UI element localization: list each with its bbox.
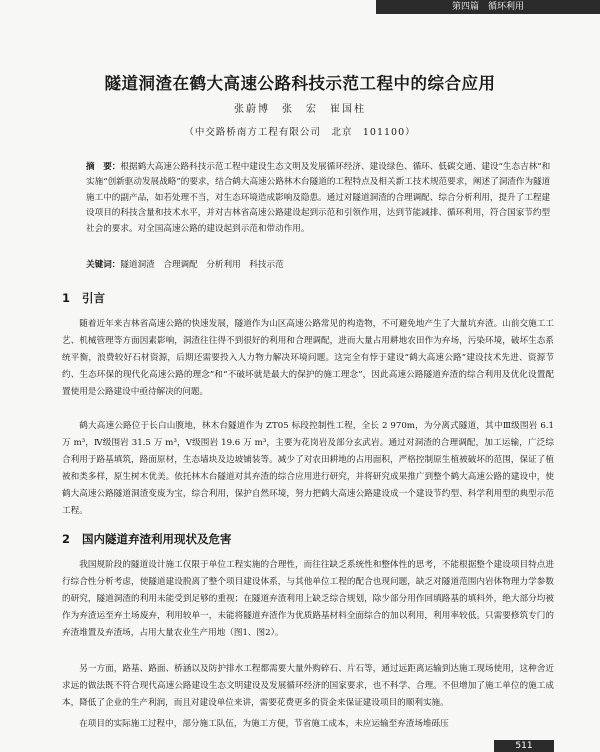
paragraph: 鹤大高速公路位于长白山腹地，林木台隧道作为 ZT05 标段控制性工程，全长 2 970m，为分离式隧道，其中Ⅲ级围岩 6.1 万 m³，Ⅳ级围岩 31.5 万 m³，Ⅴ级围岩 19.6 万 m³，主要为花岗岩及部分玄武岩。通过对洞渣的合理调配，加工运输，广泛综合利用于路基填筑，路面原材，生态墙块及边坡铺装等。减少了对农田耕地的占用面积，严格控制原生植被破坏的范围，保证了植被和类多样，原生树木优美。依托林木台隧道对其弃渣的综合应用进行研究，并将研究成果推广到整个鹤大高速公路的建设中，使鹤大高速公路隧道洞渣变废为宝，综合利用，保护自然环境，努力把鹤大高速公路建设成一个建设节约型、科学利用型的典型示范工程。: [62, 421, 554, 516]
paragraph: 另一方面，路基、路面、桥涵以及防护排水工程都需要大量外购碎石、片石等，通过远距离运输到达施工现场使用，这种舍近求远的做法既不符合现代高速公路建设生态文明建设及发展循环经济的国家要求，也不科学、合理。不但增加了施工单位的施工成本，降低了企业的生产利润，而且对建设单位来讲，需要花费更多的资金来保证建设项目的顺利实施。: [62, 664, 554, 708]
paragraph: 在项目的实际施工过程中，部分施工队伍，为施工方便，节省施工成本，未应运输至弃渣场堆砾压: [79, 719, 449, 729]
article-affiliation: （中交路桥南方工程有限公司 北京 101100）: [184, 127, 416, 138]
abstract: [86, 160, 554, 237]
running-header: [0, 0, 600, 14]
section-number: 2: [62, 532, 71, 546]
page-number: 511: [494, 740, 554, 752]
article-authors: 张蔚博 张 宏 崔国柱: [234, 104, 366, 115]
keywords-text: 隧道洞渣 合理调配 分析利用 科技示范: [120, 260, 284, 270]
keywords: [86, 258, 554, 272]
section-title: 引言: [82, 291, 106, 305]
paragraph: 随着近年来吉林省高速公路的快速发展，隧道作为山区高速公路常见的构造物，不可避免地产生了大量坑弃渣。山前交施工工艺、机械管理等方面因素影响，洞渣往往得不到很好的利用和合理调配，进而大量占用耕地农田作为弃场，污染环境，破坏生态系统平衡，浪费较好石材资源，后期还需要投入人力物力解决环境问题。这完全有悖于建设“鹤大高速公路”建设技术先进、资源节约、生态环保的现代化高速公路的理念”和“不破坏就是最大的保护的施工理念”，因此高速公路隧道弃渣的综合利用及优化设置配置使用是公路建设中亟待解决的问题。: [62, 319, 554, 397]
abstract-label: 摘 要：: [86, 162, 121, 172]
article-title: 隧道洞渣在鹤大高速公路科技示范工程中的综合应用: [104, 74, 496, 93]
section-tab: 第四篇 循环利用: [376, 0, 600, 14]
section-title: 国内隧道弃渣利用现状及危害: [82, 532, 232, 546]
section-heading-2: [62, 531, 232, 547]
section-number: 1: [62, 291, 71, 305]
section-heading-1: [62, 290, 105, 306]
keywords-label: 关键词：: [86, 260, 121, 270]
paragraph: 我国规阶段的隧道设计施工仅限于单位工程实施的合理性，而往往缺乏系统性和整体性的思考，不能根据整个建设项目特点进行综合性分析考虑，使隧道建设脱离了整个项目建设体系，与其他单位工程的配合也现问题，缺乏对隧道范围内岩体物理力学参数的研究，隧道洞渣的利用未能受到足够的重视；在隧道弃渣利用上缺乏综合规划，除少部分用作回填路基的填料外，绝大部分均被作为弃渣运至弃土场废弃，利用较单一，未能将隧道弃渣作为优质路基材料全面综合的加以利用，利用率较低。只需要修筑专门的弃渣堆置及弃渣场，占用大量农业生产用地（图1、图2）。: [62, 560, 554, 638]
abstract-text: 根据鹤大高速公路科技示范工程中建设生态文明及发展循环经济、建设绿色、循环、低碳交通、建设“生态吉林”和实施“创新驱动发展战略”的要求，结合鹤大高速公路林木台隧道的工程特点及相关新工技术规范要求，阐述了洞渣作为隧道施工中的副产品，如若处理不当，对生态环境造成影响及隐患。通过对隧道洞渣的合理调配、综合分析利用，提升了工程建设项目的科技含量和技术水平，并对吉林省高速公路建设起到示范和引领作用，达到节能减排、循环利用，符合国家节约型社会的要求。对全国高速公路的建设起到示范和带动作用。: [86, 162, 551, 234]
